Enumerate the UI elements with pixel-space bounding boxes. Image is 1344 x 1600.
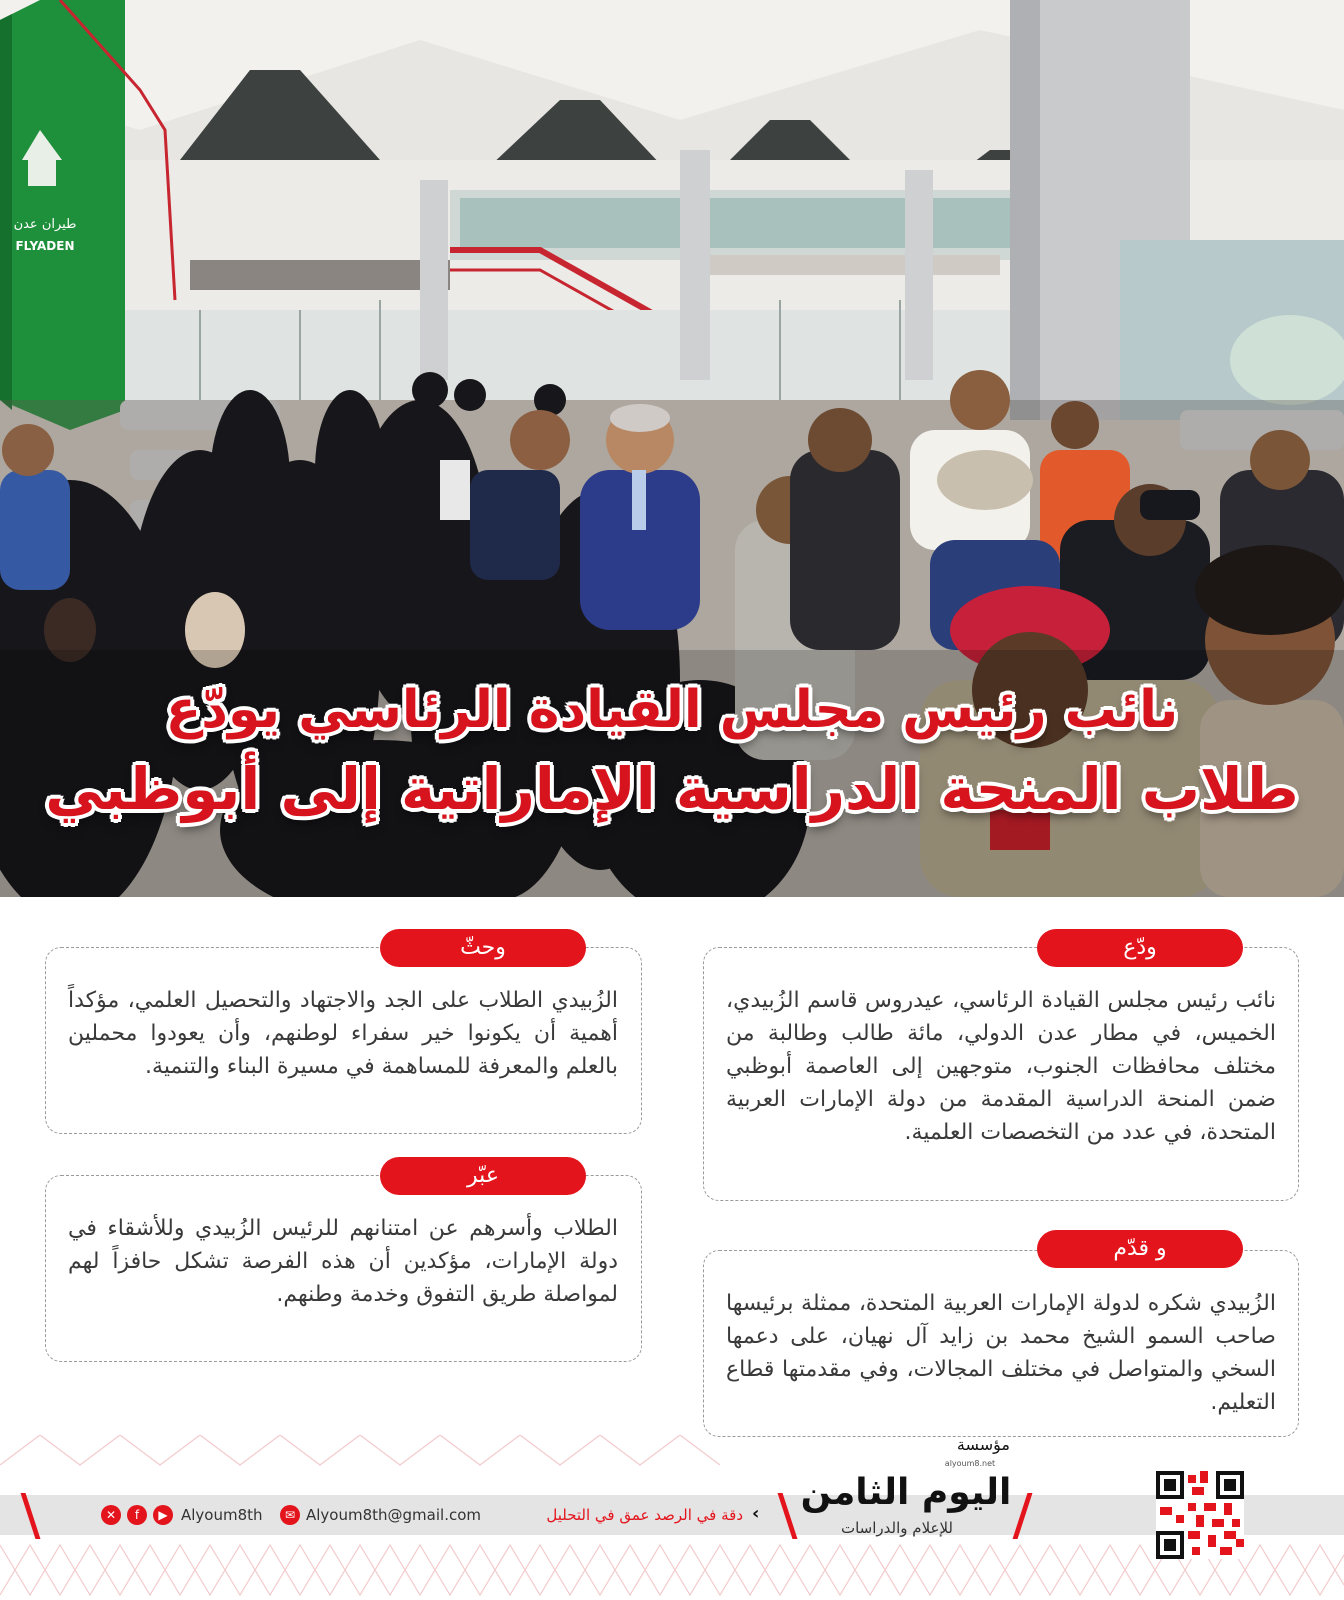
card-urged-text: الزُبيدي الطلاب على الجد والاجتهاد والتحصيل العلمي، مؤكداً أهمية أن يكونوا خير سفراء لوطنهم، وأن يعودوا محملين بالعلم والمعرفة للمساهمة في مسيرة البناء والتنمية. <box>68 988 618 1079</box>
site-url[interactable]: alyoum8.net <box>944 1459 996 1468</box>
flyaden-sign-arabic: طيران عدن <box>13 217 77 232</box>
headline-line-2: طلاب المنحة الدراسية الإماراتية إلى أبوظبي <box>45 755 1299 823</box>
social-handle[interactable]: Alyoum8th <box>181 1506 263 1524</box>
card-thanked-text: الزُبيدي شكره لدولة الإمارات العربية المتحدة، ممثلة برئيسها صاحب السمو الشيخ محمد بن زايد آل نهيان، على دعمها السخي والمتواصل في مختلف المجالات، وفي مقدمتها قطاع التعليم. <box>726 1291 1276 1415</box>
card-thanked-label: و قدّم <box>1037 1230 1243 1268</box>
youtube-icon[interactable]: ▶ <box>153 1505 173 1525</box>
headline-line-1: نائب رئيس مجلس القيادة الرئاسي يودّع <box>165 680 1179 740</box>
card-farewell <box>703 947 1299 1201</box>
brand-logo-text: اليوم الثامن <box>800 1472 1012 1513</box>
card-thanked <box>703 1250 1299 1437</box>
card-expressed <box>45 1175 642 1362</box>
email-icon[interactable]: ✉ <box>280 1505 300 1525</box>
brand-subtitle: للإعلام والدراسات <box>840 1519 953 1537</box>
foundation-label: مؤسسة <box>956 1435 1010 1454</box>
tagline: دقة في الرصد عمق في التحليل <box>546 1506 743 1524</box>
footer <box>0 1435 1344 1600</box>
chevron-left-icon: ‹ <box>752 1503 760 1524</box>
qr-code-icon[interactable] <box>1156 1471 1244 1559</box>
card-expressed-label: عبّر <box>380 1157 586 1195</box>
facebook-icon[interactable]: f <box>127 1505 147 1525</box>
card-expressed-text: الطلاب وأسرهم عن امتنانهم للرئيس الزُبيدي وللأشقاء في دولة الإمارات، مؤكدين أن هذه الفرصة تشكل حافزاً لهم لمواصلة طريق التفوق وخدمة وطنهم. <box>68 1216 618 1307</box>
card-farewell-label: ودّع <box>1037 929 1243 967</box>
email-address[interactable]: Alyoum8th@gmail.com <box>306 1506 481 1524</box>
x-icon[interactable]: ✕ <box>101 1505 121 1525</box>
card-urged-label: وحثّ <box>380 929 586 967</box>
flyaden-sign-brand: FLYADEN <box>15 239 75 253</box>
card-farewell-text: نائب رئيس مجلس القيادة الرئاسي، عيدروس قاسم الزُبيدي، الخميس، في مطار عدن الدولي، مائة طالب وطالبة من مختلف محافظات الجنوب، متوجهين إلى العاصمة أبوظبي ضمن المنحة الدراسية المقدمة من دولة الإمارات العربية المتحدة، في عدد من التخصصات العلمية. <box>726 988 1276 1145</box>
card-urged <box>45 947 642 1134</box>
